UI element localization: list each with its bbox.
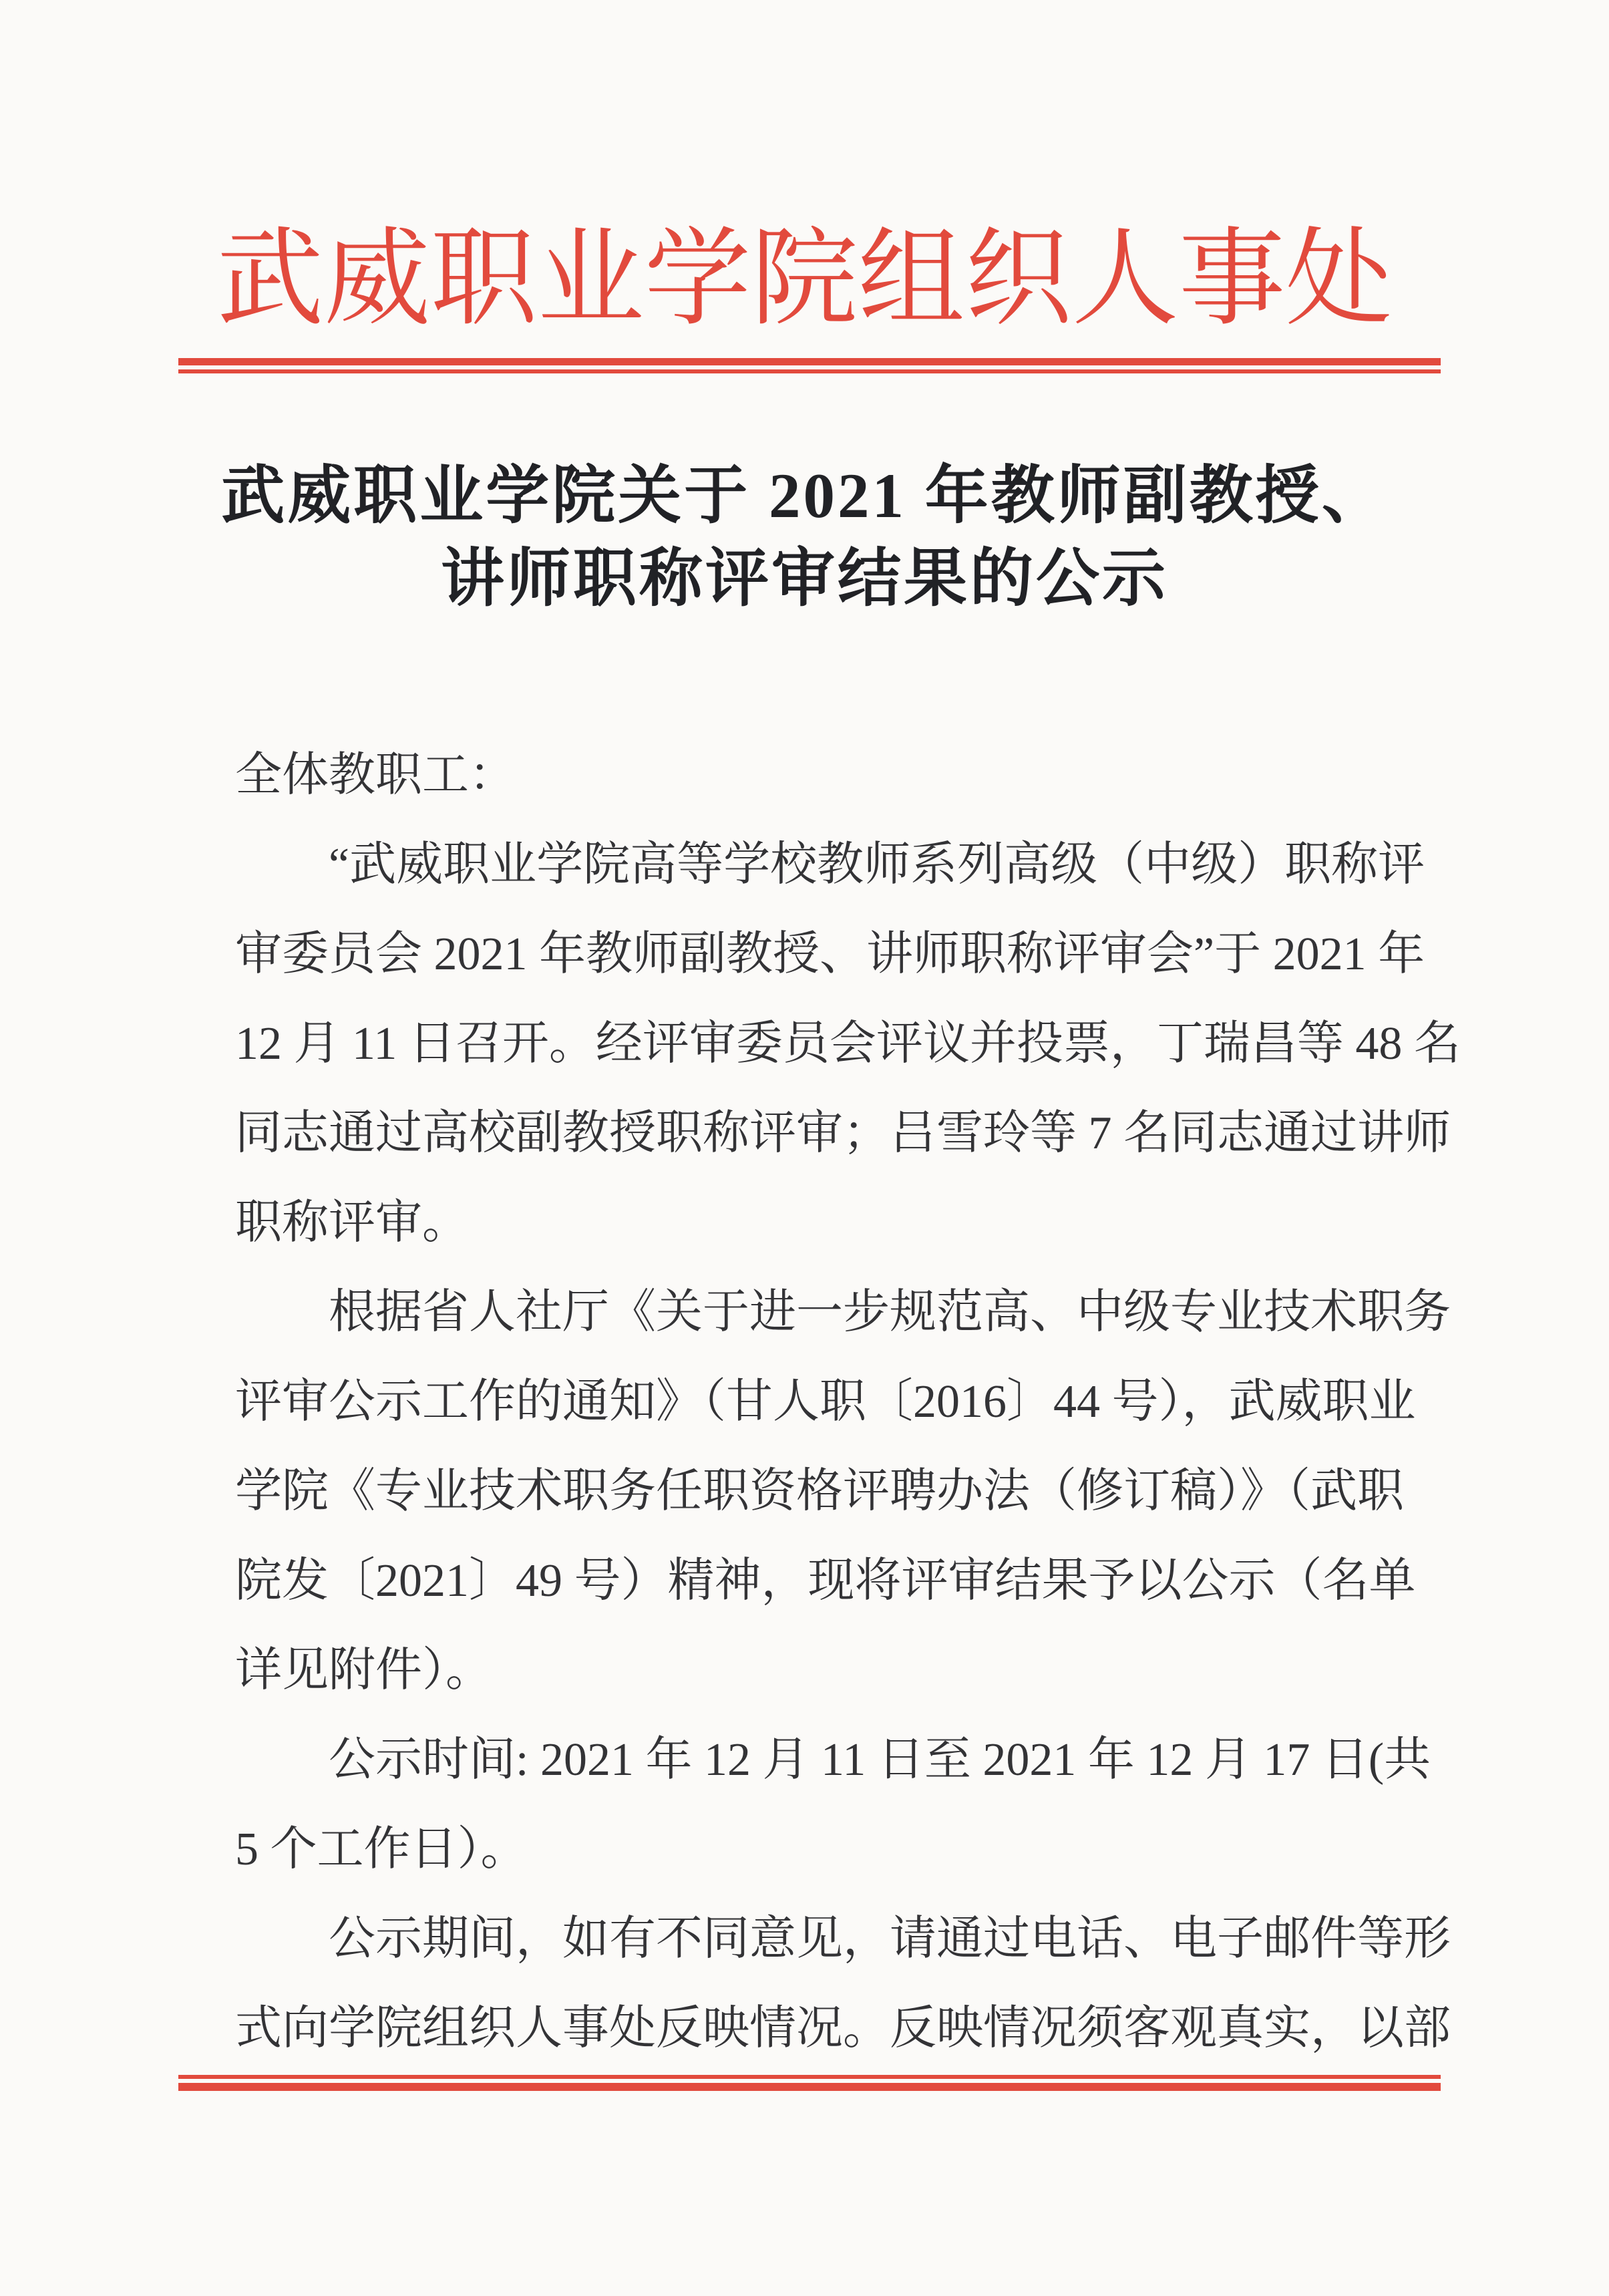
header-rule-thin [178, 369, 1441, 373]
body-line: 公示期间，如有不同意见，请通过电话、电子邮件等形 [329, 1913, 1451, 1965]
header-department-title: 武威职业学院组织人事处 [216, 220, 1393, 339]
body-line: “武威职业学院高等学校教师系列高级（中级）职称评 [329, 839, 1425, 890]
body-line: 详见附件）。 [235, 1645, 492, 1696]
salutation: 全体教职工： [235, 750, 516, 801]
notice-title [0, 454, 1609, 620]
body-line: 5 个工作日）。 [235, 1824, 528, 1875]
body-line: 职称评审。 [235, 1197, 469, 1249]
notice-title-line2: 讲师职称评审结果的公示 [440, 543, 1168, 614]
body-line: 审委员会 2021 年教师副教授、讲师职称评审会”于 2021 年 [235, 929, 1425, 980]
footer-rule-thick [178, 2083, 1441, 2091]
body-line: 式向学院组织人事处反映情况。反映情况须客观真实，以部 [235, 2003, 1451, 2054]
body-line: 评审公示工作的通知》（甘人职〔2016〕44 号），武威职业 [235, 1376, 1416, 1428]
notice-body [235, 731, 1461, 2074]
header-rule-thick [178, 358, 1441, 365]
footer-rule-thin [178, 2075, 1441, 2079]
body-line: 12 月 11 日召开。经评审委员会评议并投票，丁瑞昌等 48 名 [235, 1018, 1461, 1070]
body-line: 院发〔2021〕49 号）精神，现将评审结果予以公示（名单 [235, 1555, 1416, 1607]
body-line: 同志通过高校副教授职称评审；吕雪玲等 7 名同志通过讲师 [235, 1108, 1451, 1159]
body-line: 学院《专业技术职务任职资格评聘办法（修订稿）》（武职 [235, 1466, 1404, 1517]
notice-title-line1: 武威职业学院关于 2021 年教师副教授、 [221, 460, 1388, 531]
body-line: 公示时间: 2021 年 12 月 11 日至 2021 年 12 月 17 日(共 [329, 1734, 1431, 1786]
body-line: 根据省人社厅《关于进一步规范高、中级专业技术职务 [329, 1287, 1451, 1338]
